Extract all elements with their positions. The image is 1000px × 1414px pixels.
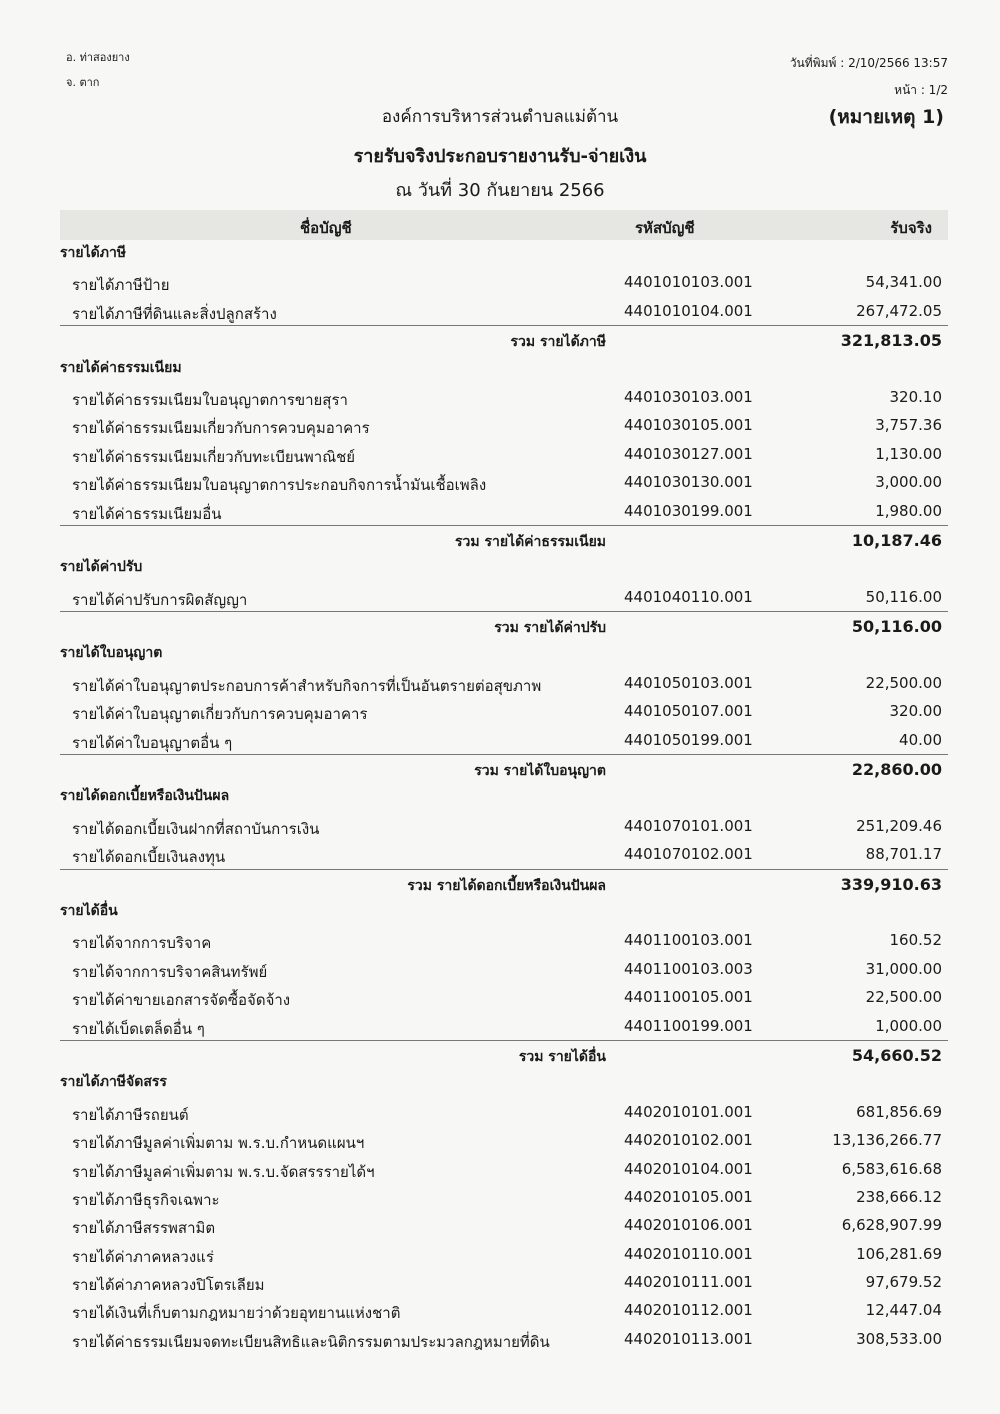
account-code: 4401050103.001 — [624, 673, 753, 692]
account-name: รายได้ภาษีมูลค่าเพิ่มตาม พ.ร.บ.กำหนดแผนฯ — [72, 1134, 365, 1153]
account-name: รายได้ค่าใบอนุญาตเกี่ยวกับการควบคุมอาคาร — [72, 705, 368, 724]
amount: 12,447.04 — [865, 1301, 942, 1320]
amount: 88,701.17 — [865, 845, 942, 864]
total-label: รวม รายได้ค่าธรรมเนียม — [454, 533, 606, 550]
table-row — [60, 497, 948, 525]
amount: 308,533.00 — [856, 1329, 942, 1348]
note-label: (หมายเหตุ 1) — [828, 106, 944, 128]
amount: 6,583,616.68 — [841, 1159, 942, 1178]
table-row — [60, 1325, 948, 1353]
table-row — [60, 812, 948, 840]
account-code: 4401030127.001 — [624, 444, 753, 463]
category-label: รายได้ภาษี — [60, 245, 127, 261]
account-name: รายได้ค่าขายเอกสารจัดซื้อจัดจ้าง — [72, 991, 291, 1010]
account-code: 4401030103.001 — [624, 387, 753, 406]
account-name: รายได้เงินที่เก็บตามกฎหมายว่าด้วยอุทยานแห่งชาติ — [72, 1304, 401, 1323]
column-header-code: รหัสบัญชี — [635, 219, 695, 237]
account-name: รายได้ค่าปรับการผิดสัญญา — [72, 590, 248, 609]
amount: 320.00 — [889, 702, 942, 721]
amount: 320.10 — [889, 387, 942, 406]
total-amount: 54,660.52 — [851, 1045, 942, 1065]
table-row — [60, 411, 948, 439]
report-date: ณ วันที่ 30 กันยายน 2566 — [395, 180, 605, 201]
account-name: รายได้ค่าภาคหลวงแร่ — [72, 1247, 214, 1266]
amount: 267,472.05 — [856, 301, 942, 320]
account-code: 4401100103.003 — [624, 959, 753, 978]
account-code: 4402010101.001 — [624, 1102, 753, 1121]
category-row — [60, 554, 948, 582]
table-row — [60, 468, 948, 496]
account-name: รายได้ภาษีมูลค่าเพิ่มตาม พ.ร.บ.จัดสรรรายได้ฯ — [72, 1162, 375, 1181]
account-code: 4402010113.001 — [624, 1329, 753, 1348]
total-amount: 22,860.00 — [851, 760, 942, 780]
account-name: รายได้ค่าธรรมเนียมเกี่ยวกับทะเบียนพาณิชย์ — [72, 447, 356, 466]
table-row — [60, 1296, 948, 1324]
account-code: 4401040110.001 — [624, 587, 753, 606]
page-number: หน้า : 1/2 — [894, 83, 948, 97]
table-row — [60, 1183, 948, 1211]
category-row — [60, 898, 948, 926]
category-row — [60, 240, 948, 268]
account-name: รายได้ดอกเบี้ยเงินฝากที่สถาบันการเงิน — [72, 819, 320, 838]
report-title: รายรับจริงประกอบรายงานรับ-จ่ายเงิน — [353, 146, 647, 167]
account-code: 4401010104.001 — [624, 301, 753, 320]
province-text: จ. ตาก — [66, 76, 100, 89]
account-code: 4402010105.001 — [624, 1187, 753, 1206]
location-block — [66, 45, 130, 95]
account-code: 4402010104.001 — [624, 1159, 753, 1178]
table-row — [60, 1098, 948, 1126]
table-header — [60, 210, 948, 240]
table-row — [60, 440, 948, 468]
amount: 22,500.00 — [865, 988, 942, 1007]
amount: 13,136,266.77 — [832, 1131, 942, 1150]
table-row — [60, 1268, 948, 1296]
account-name: รายได้ภาษีที่ดินและสิ่งปลูกสร้าง — [72, 304, 277, 323]
total-amount: 339,910.63 — [840, 874, 942, 894]
amount: 31,000.00 — [865, 959, 942, 978]
table-row — [60, 1126, 948, 1154]
table-row — [60, 955, 948, 983]
table-row — [60, 697, 948, 725]
total-amount: 50,116.00 — [851, 617, 942, 637]
account-code: 4401010103.001 — [624, 273, 753, 292]
category-row — [60, 783, 948, 811]
amount: 50,116.00 — [865, 587, 942, 606]
account-name: รายได้ภาษีรถยนต์ — [72, 1105, 189, 1124]
district-text: อ. ท่าสองยาง — [66, 51, 130, 64]
category-label: รายได้ภาษีจัดสรร — [60, 1074, 167, 1091]
account-name: รายได้ค่าธรรมเนียมอื่น — [72, 504, 222, 523]
account-name: รายได้ค่าธรรมเนียมเกี่ยวกับการควบคุมอาคาร — [72, 419, 370, 438]
amount: 1,000.00 — [875, 1016, 942, 1035]
account-code: 4402010111.001 — [624, 1273, 753, 1292]
amount: 3,757.36 — [875, 416, 942, 435]
table-row — [60, 583, 948, 611]
amount: 40.00 — [899, 730, 942, 749]
column-header-amount: รับจริง — [890, 219, 932, 237]
amount: 251,209.46 — [856, 816, 942, 835]
category-label: รายได้ค่าธรรมเนียม — [60, 359, 182, 376]
table-body — [60, 240, 948, 1353]
account-name: รายได้ค่าธรรมเนียมจดทะเบียนสิทธิและนิติกรรมตามประมวลกฎหมายที่ดิน — [72, 1332, 550, 1351]
account-code: 4401070101.001 — [624, 816, 753, 835]
table-row — [60, 1012, 948, 1040]
category-label: รายได้อื่น — [60, 902, 118, 919]
amount: 681,856.69 — [856, 1102, 942, 1121]
total-row — [60, 525, 948, 554]
table-row — [60, 1211, 948, 1239]
total-amount: 10,187.46 — [851, 530, 942, 550]
table-row — [60, 297, 948, 325]
account-name: รายได้ภาษีป้าย — [72, 276, 170, 295]
account-name: รายได้ค่าธรรมเนียมใบอนุญาตการประกอบกิจการน้ำมันเชื้อเพลิง — [72, 476, 487, 495]
total-row — [60, 611, 948, 640]
total-label: รวม รายได้ใบอนุญาต — [474, 763, 606, 780]
amount: 97,679.52 — [865, 1273, 942, 1292]
category-row — [60, 355, 948, 383]
account-name: รายได้ค่าใบอนุญาตประกอบการค้าสำหรับกิจการที่เป็นอันตรายต่อสุขภาพ — [72, 676, 542, 695]
account-name: รายได้ค่าใบอนุญาตอื่น ๆ — [72, 733, 233, 752]
account-code: 4402010102.001 — [624, 1131, 753, 1150]
account-code: 4401030199.001 — [624, 501, 753, 520]
account-name: รายได้ดอกเบี้ยเงินลงทุน — [72, 848, 226, 867]
account-code: 4401070102.001 — [624, 845, 753, 864]
account-code: 4401050107.001 — [624, 702, 753, 721]
table-row — [60, 1240, 948, 1268]
account-name: รายได้ภาษีธุรกิจเฉพาะ — [72, 1190, 220, 1209]
amount: 22,500.00 — [865, 673, 942, 692]
category-label: รายได้ค่าปรับ — [60, 559, 143, 576]
table-row — [60, 926, 948, 954]
amount: 1,980.00 — [875, 501, 942, 520]
account-code: 4401050199.001 — [624, 730, 753, 749]
print-info — [790, 50, 948, 104]
account-name: รายได้ค่าภาคหลวงปิโตรเลียม — [72, 1276, 265, 1295]
table-row — [60, 1155, 948, 1183]
total-row — [60, 325, 948, 354]
total-row — [60, 869, 948, 898]
account-name: รายได้ค่าธรรมเนียมใบอนุญาตการขายสุรา — [72, 390, 348, 409]
account-code: 4402010110.001 — [624, 1244, 753, 1263]
table-row — [60, 726, 948, 754]
account-name: รายได้เบ็ดเตล็ดอื่น ๆ — [72, 1019, 205, 1038]
account-name: รายได้ภาษีสรรพสามิต — [72, 1219, 216, 1238]
total-row — [60, 754, 948, 783]
table-row — [60, 268, 948, 296]
total-label: รวม รายได้ภาษี — [510, 334, 606, 351]
category-row — [60, 640, 948, 668]
account-name: รายได้จากการบริจาคสินทรัพย์ — [72, 962, 268, 981]
table-row — [60, 840, 948, 868]
amount: 3,000.00 — [875, 473, 942, 492]
total-label: รวม รายได้ค่าปรับ — [494, 620, 606, 637]
account-name: รายได้จากการบริจาค — [72, 934, 212, 953]
amount: 238,666.12 — [856, 1187, 942, 1206]
total-label: รวม รายได้อื่น — [518, 1048, 606, 1065]
category-label: รายได้ดอกเบี้ยหรือเงินปันผล — [60, 788, 230, 805]
account-code: 4401030130.001 — [624, 473, 753, 492]
column-header-name: ชื่อบัญชี — [300, 219, 352, 237]
category-row — [60, 1069, 948, 1097]
table-row — [60, 983, 948, 1011]
account-code: 4402010106.001 — [624, 1216, 753, 1235]
amount: 6,628,907.99 — [841, 1216, 942, 1235]
print-date: วันที่พิมพ์ : 2/10/2566 13:57 — [789, 56, 948, 70]
category-label: รายได้ใบอนุญาต — [60, 645, 163, 662]
account-code: 4401100199.001 — [624, 1016, 753, 1035]
account-code: 4401100103.001 — [624, 931, 753, 950]
amount: 106,281.69 — [856, 1244, 942, 1263]
amount: 160.52 — [889, 931, 942, 950]
amount: 1,130.00 — [875, 444, 942, 463]
account-code: 4402010112.001 — [624, 1301, 753, 1320]
amount: 54,341.00 — [865, 273, 942, 292]
table-row — [60, 669, 948, 697]
account-code: 4401100105.001 — [624, 988, 753, 1007]
organization-name: องค์การบริหารส่วนตำบลแม่ต้าน — [381, 107, 619, 127]
table-row — [60, 383, 948, 411]
total-amount: 321,813.05 — [840, 331, 942, 351]
total-label: รวม รายได้ดอกเบี้ยหรือเงินปันผล — [407, 877, 606, 894]
account-code: 4401030105.001 — [624, 416, 753, 435]
total-row — [60, 1040, 948, 1069]
